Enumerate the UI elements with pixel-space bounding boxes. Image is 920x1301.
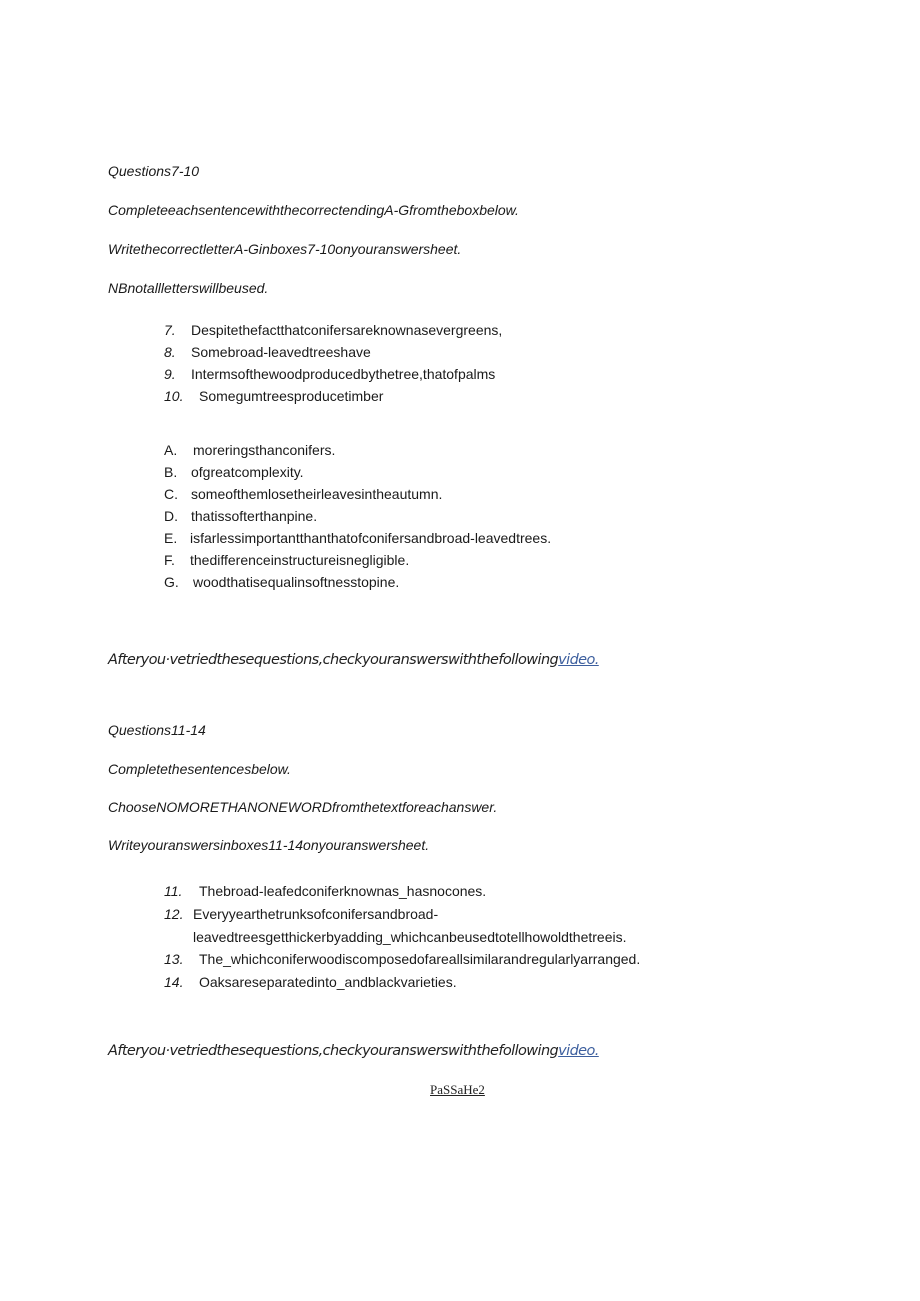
section-2-heading: Questions11-14: [108, 722, 206, 738]
ending-letter: B.: [164, 464, 178, 480]
ending-letter: D.: [164, 508, 178, 524]
section-2-video-note: [108, 1043, 599, 1059]
ending-text: moreringsthanconifers.: [193, 442, 336, 458]
question-number: 11.: [164, 883, 183, 899]
question-text: Somebroad-leavedtreeshave: [191, 344, 371, 360]
passage-2-link[interactable]: PaSSaHe2: [430, 1082, 485, 1097]
ending-letter: E.: [164, 530, 178, 546]
ending-d: [164, 508, 317, 524]
ending-c: [164, 486, 442, 502]
ending-text: thatissofterthanpine.: [191, 508, 318, 524]
video-note-text: Afteryou·vetriedthesequestions,checkyouranswerswiththefollowing: [108, 1043, 559, 1059]
question-10: [164, 388, 383, 404]
ending-text: ofgreatcomplexity.: [191, 464, 304, 480]
question-13: [164, 951, 640, 967]
section-1-instruction-2: WritethecorrectletterA-Ginboxes7-10onyouranswersheet.: [108, 241, 462, 257]
ending-f: [164, 552, 409, 568]
question-12-continuation: leavedtreesgetthickerbyadding_whichcanbeusedtotellhowoldthetreeis.: [193, 929, 627, 945]
ending-text: isfarlessimportantthanthatofconifersandbroad-leavedtrees.: [190, 530, 552, 546]
video-link[interactable]: video.: [558, 652, 599, 668]
ending-letter: F.: [164, 552, 175, 568]
ending-text: woodthatisequalinsoftnesstopine.: [193, 574, 400, 590]
question-text: Intermsofthewoodproducedbythetree,thatofpalms: [191, 366, 496, 382]
section-2-instruction-2: ChooseNOMORETHANONEWORDfromthetextforeachanswer.: [108, 799, 498, 815]
question-text: The_whichconiferwoodiscomposedofareallsimilarandregularlyarranged.: [199, 951, 641, 967]
question-text: Oaksareseparatedinto_andblackvarieties.: [199, 974, 457, 990]
ending-e: [164, 530, 551, 546]
question-text: Thebroad-leafedconiferknownas_hasnocones.: [199, 883, 487, 899]
ending-text: someofthemlosetheirleavesintheautumn.: [191, 486, 443, 502]
question-text: Somegumtreesproducetimber: [199, 388, 384, 404]
question-number: 7.: [164, 322, 176, 338]
section-2-instruction-3: Writeyouranswersinboxes11-14onyouranswersheet.: [108, 837, 430, 853]
question-9: [164, 366, 495, 382]
question-number: 10.: [164, 388, 184, 404]
question-number: 13.: [164, 951, 184, 967]
video-link[interactable]: video.: [558, 1043, 599, 1059]
ending-b: [164, 464, 304, 480]
section-1-instruction-3: NBnotallletterswillbeused.: [108, 280, 269, 296]
question-11: [164, 883, 486, 899]
section-1-video-note: [108, 652, 599, 668]
section-1-heading: Questions7-10: [108, 163, 200, 179]
section-1-instruction-1: CompleteeachsentencewiththecorrectendingA-Gfromtheboxbelow.: [108, 202, 519, 218]
question-number: 8.: [164, 344, 176, 360]
question-8: [164, 344, 371, 360]
ending-text: thedifferenceinstructureisnegligible.: [190, 552, 410, 568]
ending-letter: A.: [164, 442, 178, 458]
section-2-instruction-1: Completethesentencesbelow.: [108, 761, 291, 777]
question-12: [164, 906, 438, 922]
question-number: 14.: [164, 974, 184, 990]
question-7: [164, 322, 502, 338]
video-note-text: Afteryou·vetriedthesequestions,checkyouranswerswiththefollowing: [108, 652, 559, 668]
question-number: 9.: [164, 366, 176, 382]
ending-letter: C.: [164, 486, 178, 502]
question-text: Everyyearthetrunksofconifersandbroad-: [193, 906, 439, 922]
question-14: [164, 974, 457, 990]
ending-g: [164, 574, 399, 590]
ending-letter: G.: [164, 574, 179, 590]
question-text: Despitethefactthatconifersareknownasevergreens,: [191, 322, 503, 338]
question-number: 12.: [164, 906, 184, 922]
ending-a: [164, 442, 335, 458]
